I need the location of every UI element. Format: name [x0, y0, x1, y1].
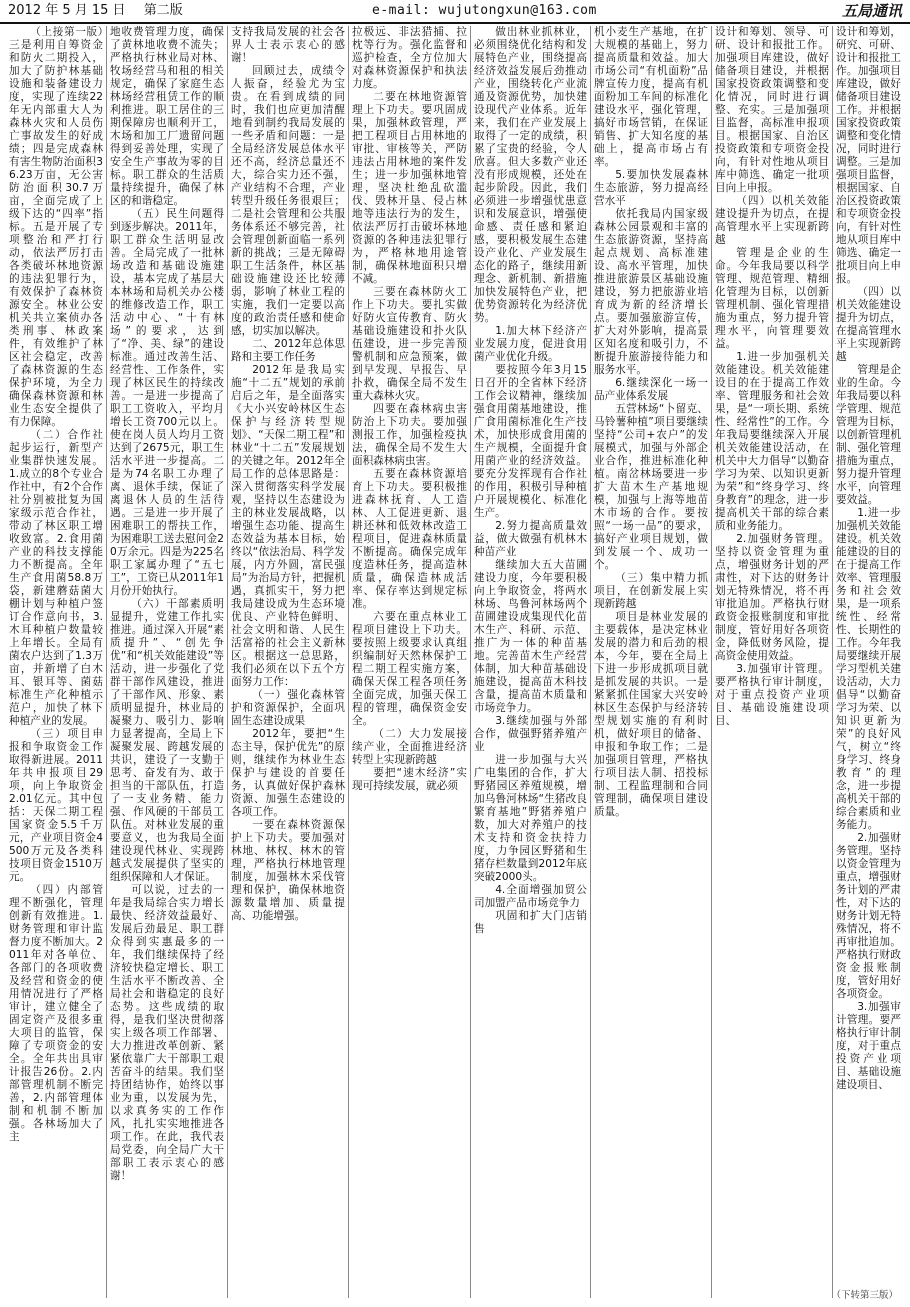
- column-7: [711, 26, 832, 1298]
- article-paragraph: （二）合作社起步运行，新型产业集群快速发展。1.成立的8个专业合作社中，有2个合作社分别被批复为国家级示范合作社，带动了林区职工增收致富。2.食用菌产业的科技支撑能力不断提高。全年生产食用菌58.8万袋，新建蘑菇菌大棚计划与种植户签订合作意向书，3.木耳种植户数量较上年增长。全局有菌农户达到了1.3万亩，并新增了白木耳、银耳等、菌菇标准生产化种植示范户，加快了林下种植产业的发展。: [9, 429, 103, 727]
- article-paragraph: 依托我局内国家级森林公园景观和丰富的生态旅游资源，坚持高起点规划、高标准建设、高水平管理，加快推进旅游景区基础设施建设，努力把旅游业培育成为新的经济增长点。要加强旅游宣传，扩大对外影响，提高景区知名度和吸引力，不断提升旅游接待能力和服务水平。: [594, 208, 708, 376]
- article-paragraph: 做出林业抓林业，必须围绕优化结构和发展特色产业，围绕提高经济效益发展后劲推动产业，围绕转化产业流通及资源优势，加快建设现代产业体系。近年来，我们在产业发展上取得了一定的成绩，积累了宝贵的经验，令人欣喜。但大多数产业还没有形成规模，还处在起步阶段。因此，我们必须进一步增强忧患意识和发展意识，增强使命感、责任感和紧迫感，要积极发展生态建设产业化、产业发展生态化的路子，继续用新理念、新机制、新措施加快发展特色产业，把优势资源转化为经济优势。: [474, 26, 587, 324]
- article-paragraph: 设计和筹划，研究、可研、设计和报批工作。加强项目库建设，做好储备项目建设工作。并根据国家投资政策调整和变化情况，同时进行调整。三是加强项目监督，根据国家、自治区投资政策和专项资金投向，有针对性地从项目库中筛选、确定一批项目向上申报。: [836, 26, 901, 285]
- article-paragraph: 可以说，过去的一年是我局综合实力增长最快、经济效益最好、发展后劲最足、职工群众得到实惠最多的一年，我们继续保持了经济较快稳定增长、职工生活水平不断改善、全局社会和谐稳定的良好态势。这些成绩的取得，是我们坚决贯彻落实上级各项工作部署、大力推进改革创新、紧紧依靠广大干部职工艰苦奋斗的结果。我们坚持团结协作，始终以事业为重，以发展为先，以求真务实的工作作风，扎扎实实地推进各项工作。在此，我代表局党委，向全局广大干部职工表示衷心的感谢！: [110, 884, 224, 1182]
- column-5: [470, 26, 590, 1298]
- article-paragraph: 继续加大五大苗圃建设力度，今年要积极向上争取资金，将两水林场、鸟鲁河林场两个苗圃建设成集现代化苗木生产、科研、示范、推广为一体的种苗基地。完善苗木生产经营体制，加大种苗基础设施建设，提高苗木科技含量，提高苗木质量和市场竞争力。: [474, 559, 587, 714]
- article-paragraph: 巩固和扩大门店销售: [474, 910, 587, 935]
- header-email[interactable]: e-mail: wujutongxun@163.com: [372, 3, 597, 18]
- article-paragraph: 五营林场“卜留克、马铃薯种植”项目要继续坚持“公司+农户”的发展模式，加强与外部企业合作，推进标准化种植。南岔林场要进一步扩大苗木生产基地规模，加强与上海等地苗木市场的合作。要按照“一场一品”的要求，搞好产业项目规划，做到发展一个、成功一个。: [594, 403, 708, 571]
- column-8: [832, 26, 904, 1298]
- article-paragraph: 2.加强财务管理。坚持以资金管理为重点，增强财务计划的严肃性，对下达的财务计划无特殊情况，将不再审批追加。严格执行财政资金报账制度和审批制度，管好用好各项资金，降低财务风险，提高资金使用效益。: [715, 533, 829, 662]
- article-paragraph: 1.进一步加强机关效能建设。机关效能建设目的在于提高工作效率、管理服务和社会效果，是“一项长期、系统性、经常性”的工作。今年我局要继续深入开展机关效能建设活动，在机关中大力倡导“以勤奋学习为荣、以知识更新为荣”和“终身学习、终身教育”的理念，进一步提高机关干部的综合素质和业务能力。: [715, 351, 829, 532]
- column-1: [6, 26, 106, 1298]
- article-paragraph: 四要在森林病虫害防治上下功夫。要加强测报工作，加强检疫执法，确保全局不发生大面积森林病虫害。: [352, 403, 467, 467]
- article-paragraph: 5.要加快发展森林生态旅游，努力提高经营水平: [594, 169, 708, 207]
- column-4: [348, 26, 470, 1298]
- article-paragraph: 要把“速木经济”实现可持续发展，就必须: [352, 767, 467, 792]
- article-paragraph: 2012年，要把“生态主导，保护优先”的原则，继续作为林业生态保护与建设的首要任务，认真做好保护森林资源、加强生态建设的各项工作。: [231, 728, 345, 818]
- article-paragraph: 二、2012年总体思路和主要工作任务: [231, 338, 345, 363]
- article-paragraph: 项目是林业发展的主要载体，是决定林业发展的潜力和后劲的根本，今年，要在全局上下进一步形成抓项目就是抓发展的共识。一是紧紧抓住国家大兴安岭林区生态保护与经济转型规划实施的有利时机，做好项目的储备、申报和争取工作；二是加强项目管理，严格执行项目法人制、招投标制、工程监理制和合同管理制，确保项目建设质量。: [594, 611, 708, 818]
- article-paragraph: （四）内部管理不断强化，管理创新有效推进。1.财务管理和审计监督力度不断加大。2011年对各单位、各部门的各项收费及经营和资金的使用情况进行了严格审计，建立健全了固定资产及很多重大项目的监管，保障了专项资金的安全。全年共出具审计报告26份。2.内部管理机制不断完善，2.内部管理体制和机制不断加强。各林场加大了主: [9, 884, 103, 1143]
- article-paragraph: （二）大力发展接续产业，全面推进经济转型上实现新跨越: [352, 728, 467, 766]
- article-paragraph: 1.进一步加强机关效能建设。机关效能建设的目的在于提高工作效率、管理服务和社会效果，是一项系统性、经常性、长期性的工作。今年我局要继续开展学习型机关建设活动，大力倡导“以勤奋学习为荣、以知识更新为荣”的良好风气，树立“终身学习、终身教育”的理念，进一步提高机关干部的综合素质和业务能力。: [836, 507, 901, 831]
- article-paragraph: 一要在森林资源保护上下功夫。要加强对林地、林权、林木的管理，严格执行林地管理制度，加强林木采伐管理和保护，确保林地资源数量增加、质量提高、功能增强。: [231, 819, 345, 922]
- article-paragraph: （三）集中精力抓项目，在创新发展上实现新跨越: [594, 572, 708, 610]
- article-paragraph: 6.继续深化一场一品产业体系发展: [594, 377, 708, 402]
- column-6: [590, 26, 711, 1298]
- article-paragraph: 2.努力提高质量效益，做大做强有机林木种苗产业: [474, 520, 587, 558]
- article-paragraph: 1.加大林下经济产业发展力度，促进食用菌产业优化升级。: [474, 325, 587, 363]
- article-paragraph: 3.继续加强与外部合作，做强野猪养殖产业: [474, 715, 587, 753]
- column-3: [227, 26, 348, 1298]
- article-paragraph: 二要在林地资源管理上下功夫。要巩固成果，加强林政管理，严把工程项目占用林地的审批、审核等关，严防违法占用林地的案件发生；进一步加强林地管理，坚决杜绝乱砍滥伐、毁林开垦、侵占林地等违法行为的发生，依法严厉打击破坏林地资源的各种违法犯罪行为，严格林地用途管制，确保林地面积只增不减。: [352, 91, 467, 285]
- column-2: [106, 26, 227, 1298]
- article-paragraph: 机小麦生产基地，在扩大规模的基础上，努力提高质量和效益。加大市场公司“有机面粉”品牌宣传力度，提高有机面粉加工车间的标准化建设水平，强化管理，搞好市场营销，在保证销售、扩大知名度的基础上，提高市场占有率。: [594, 26, 708, 168]
- article-paragraph: 2.加强财务管理。坚持以资金管理为重点，增强财务计划的严肃性，对下达的财务计划无特殊情况，将不再审批追加。严格执行财政资金报账制度，管好用好各项资金。: [836, 832, 901, 1000]
- article-columns: [6, 26, 904, 1298]
- article-paragraph: （五）民生问题得到逐步解决。2011年，职工群众生活明显改善。全局完成了一批林场改造和基础设施建设，基本完成了基层大本林场和局机关办公楼的维修改造工作，职工活动中心、“十有林场”的要求，达到了“净、美、绿”的建设标准。通过改善生活、经营性、工作条件，实现了林区民生的持续改善。一是进一步提高了职工工资收入，平均月增长工资700元以上。使在岗人员人均月工资达到了2675元，职工生活水平进一步提高。二是为74名职工办理了离、退休手续，保证了离退休人员的生活待遇。三是进一步开展了困难职工的帮扶工作，为困难职工送去慰问金20万余元。四是为225名职工家属办理了“五七工”，工资已从2011年1月份开始执行。: [110, 208, 224, 597]
- article-paragraph: 3.加强审计管理。要严格执行审计制度，对于重点投资产业项目、基础设施建设项目、: [836, 1001, 901, 1091]
- article-paragraph: （三）项目申报和争取资金工作取得新进展。2011年共申报项目29项，向上争取资金2.01亿元。其中包括：天保二期工程国家资金5.5千万元，产业项目资金4500万元及各类科技项目资金1510万元。: [9, 728, 103, 883]
- article-paragraph: 支持我局发展的社会各界人士表示衷心的感谢！: [231, 26, 345, 64]
- article-paragraph: 地收费管理力度，确保了黄林地收费不流失；严格执行林业局对林、牧场经营马和租的相关规定，确保了家庭生态林场经营租赁工作的顺利推进。职工居住的三期保障房也顺利开工，木场和加工厂遗留问题得到妥善处理，实现了安全生产事故为零的目标。职工群众的生活质量持续提升，确保了林区的和谐稳定。: [110, 26, 224, 207]
- article-paragraph: 进一步加强与大兴广电集团的合作，扩大野猪园区养殖规模，增加乌鲁河林场“生猪改良繁育基地”野猪养殖户数，加大对养殖户的技术支持和资金扶持力度，力争园区野猪和生猪存栏数量到2012年底突破2000头。: [474, 754, 587, 883]
- header-date: 2012 年 5 月 15 日: [8, 3, 126, 18]
- article-paragraph: （六）干部素质明显提升，党建工作扎实推进。通过深入开展“素质提升”、“创先争优”和“机关效能建设”等活动，进一步强化了党群干部作风建设，推进了干部作风、形象、素质明显提升，林业局的凝聚力、吸引力、影响力显著提高，全局上下凝聚发展、跨越发展的共识，建设了一支勤于思考、奋发有为、敢于担当的干部队伍，打造了一支业务精、能力强、作风硬的干部员工队伍。对林业发展的重要意义，也为我局全面建设现代林业、实现跨越式发展提供了坚实的组织保障和人才保证。: [110, 598, 224, 883]
- article-paragraph: 要按照今年3月15日召开的全省林下经济工作会议精神，继续加强食用菌基地建设，推广食用菌标准化生产技术，加快形成食用菌的生产规模，全面提升食用菌产业的经济效益。要充分发挥现有合作社的作用，积极引导种植户开展规模化、标准化生产。: [474, 364, 587, 519]
- article-paragraph: 4.全面增强加贸公司加盟产品市场竞争力: [474, 884, 587, 909]
- article-paragraph: （四）以机关效能建设提升为切点，在提高管理水平上实现新跨越: [715, 195, 829, 246]
- article-paragraph: 六要在重点林业工程项目建设上下功夫。要按照上级要求认真组织编制好天然林保护工程二期工程实施方案，确保天保工程各项任务全面完成，加强天保工程的管理，确保资金安全。: [352, 611, 467, 727]
- article-paragraph: 三要在森林防火工作上下功夫。要扎实做好防火宣传教育、防火基础设施建设和扑火队伍建设，进一步完善预警机制和应急预案，做到早发现、早报告、早扑救，确保全局不发生重大森林火灾。: [352, 286, 467, 402]
- article-paragraph: （四）以机关效能建设提升为切点，在提高管理水平上实现新跨越: [836, 286, 901, 363]
- article-paragraph: 设计和筹划、领导、可研、设计和报批工作。加强项目库建设，做好储备项目建设，并根据国家投资政策调整和变化情况，同时进行调整、充实。三是加强项目监督，高标准申报项目。根据国家、自治区投资政策和专项资金投向，有针对性地从项目库中筛选、确定一批项目向上申报。: [715, 26, 829, 194]
- continued-note: （下转第三版）: [831, 1290, 898, 1301]
- article-paragraph: 五要在森林资源培育上下功夫。要积极推进森林抚育、人工造林、人工促进更新、退耕还林和低效林改造工程项目，促进森林质量不断提高。确保完成年度造林任务，提高造林质量，确保造林成活率、保存率达到规定标准。: [352, 468, 467, 610]
- article-paragraph: 拉极远、非法猎捕、拉枕等行为。强化监督和巡护检查，全方位加大对森林资源保护和执法力度。: [352, 26, 467, 90]
- article-paragraph: （上接第一版）三是利用自筹资金和防火二期投入，加大了防护林基础设施和装备建设力度，实现了连续22年无内部重大人为森林火灾和人员伤亡事故发生的好成绩；四是完成森林有害生物防治面积36.23万亩，无公害防治面积30.7万亩，全面完成了上级下达的“四率”指标。五是开展了专项整治和严打行动，依法严厉打击各类破坏林地资源的违法犯罪行为，有效保护了森林资源安全。林业公安机关共立案侦办各类刑事、林政案件，有效维护了林区社会稳定，改善了森林资源的生态保护环境，为全力确保森林资源和林业生态安全提供了有力保障。: [9, 26, 103, 428]
- article-paragraph: 回顾过去，成绩令人振奋，经验尤为宝贵。在看到成绩的同时，我们也应更加清醒地看到制约我局发展的一些矛盾和问题：一是全局经济发展总体水平还不高，经济总量还不大，综合实力还不强，产业结构不合理，产业转型升级任务很艰巨；二是社会管理和公共服务体系还不够完善，社会管理创新面临一系列新的挑战；三是无障碍职工生活条件，林区基础设施建设还比较薄弱，影响了林业工程的实施，我们一定要以高度的政治责任感和使命感，切实加以解决。: [231, 65, 345, 337]
- article-paragraph: 3.加强审计管理。要严格执行审计制度，对于重点投资产业项目、基础设施建设项目、: [715, 663, 829, 727]
- article-paragraph: 管理是企业的生命。今年我局要以科学管理、规范管理为目标，以创新管理机制、强化管理措施为重点，努力提升管理水平，向管理要效益。: [836, 364, 901, 506]
- article-paragraph: 2012年是我局实施“十二五”规划的承前启后之年，是全面落实《大小兴安岭林区生态保护与经济转型规划》、“天保二期工程”和林业“十二五”发展规划的关键之年。2012年全局工作的总体思路是：深入贯彻落实科学发展观，坚持以生态建设为主的林业发展战略，以增强生态功能、提高生态效益为基本目标，始终以“依法治局、科学发展，内方外圆，富民强局”为治局方针，把握机遇，真抓实干，努力把我局建设成为生态环境优良、产业特色鲜明、社会文明和谐、人民生活富裕的社会主义新林区。根据这一总思路，我们必须在以下五个方面努力工作：: [231, 364, 345, 688]
- header-date-issue: [8, 0, 183, 22]
- masthead-title: 五局通讯: [841, 2, 902, 20]
- page-header: [0, 0, 910, 24]
- article-paragraph: 管理是企业的生命。今年我局要以科学管理、规范管理、精细化管理为目标，以创新管理机制、强化管理措施为重点，努力提升管理水平，向管理要效益。: [715, 247, 829, 350]
- article-paragraph: （一）强化森林管护和资源保护，全面巩固生态建设成果: [231, 689, 345, 727]
- header-issue: 第二版: [143, 3, 183, 18]
